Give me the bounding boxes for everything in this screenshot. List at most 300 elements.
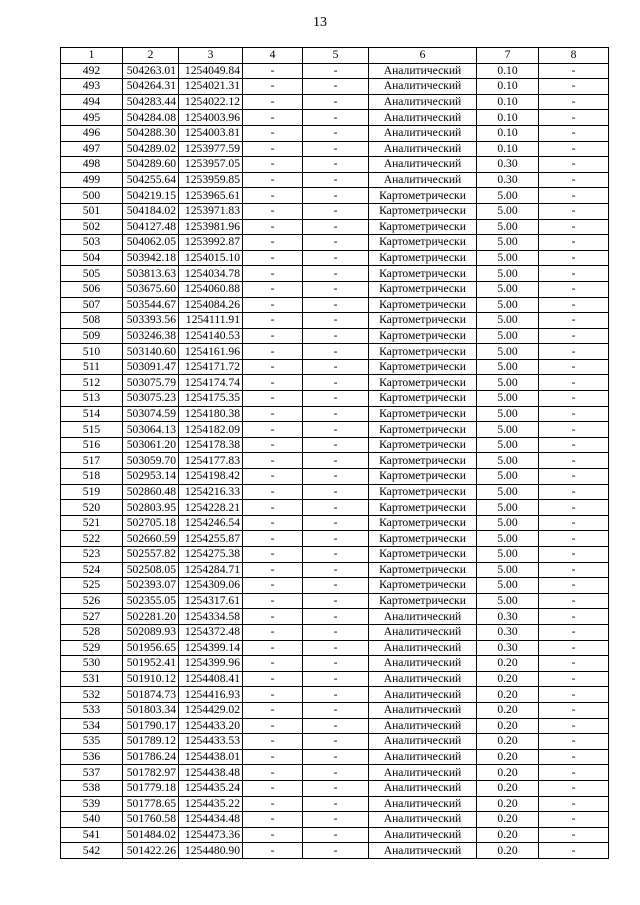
table-cell: 0.20 [477,812,539,828]
table-row [61,141,609,157]
table-cell: 501778.65 [123,796,179,812]
table-row [61,188,609,204]
table-cell: Аналитический [369,671,477,687]
table-cell: - [303,63,369,79]
header-cell: 8 [539,48,609,64]
table-cell: 503393.56 [123,313,179,329]
table-cell: 1254034.78 [179,266,243,282]
table-cell: 0.20 [477,718,539,734]
table-cell: - [243,437,303,453]
table-cell: 503813.63 [123,266,179,282]
table-cell: - [303,250,369,266]
table-cell: 523 [61,547,123,563]
table-cell: 502557.82 [123,547,179,563]
table-cell: 521 [61,515,123,531]
table-cell: 503059.70 [123,453,179,469]
header-cell: 5 [303,48,369,64]
table-cell: 504284.08 [123,110,179,126]
table-cell: 1254174.74 [179,375,243,391]
table-cell: - [539,765,609,781]
table-cell: 530 [61,656,123,672]
table-cell: 1254429.02 [179,702,243,718]
table-cell: 541 [61,827,123,843]
table-cell: 5.00 [477,203,539,219]
table-cell: 534 [61,718,123,734]
table-cell: 5.00 [477,453,539,469]
table-cell: Аналитический [369,640,477,656]
table-row [61,500,609,516]
table-cell: 0.20 [477,702,539,718]
table-cell: - [539,94,609,110]
table-cell: 0.20 [477,656,539,672]
table-cell: 511 [61,359,123,375]
table-cell: - [539,593,609,609]
table-cell: 5.00 [477,266,539,282]
table-cell: - [539,281,609,297]
table-cell: - [539,359,609,375]
table-cell: 0.30 [477,157,539,173]
table-cell: 1254438.48 [179,765,243,781]
table-cell: - [243,562,303,578]
table-cell: 510 [61,344,123,360]
table-cell: 1254171.72 [179,359,243,375]
table-cell: - [539,469,609,485]
table-cell: Картометрически [369,547,477,563]
table-cell: - [303,718,369,734]
table-cell: 504 [61,250,123,266]
table-cell: 0.30 [477,624,539,640]
table-cell: Картометрически [369,484,477,500]
table-cell: - [539,827,609,843]
table-cell: 1253981.96 [179,219,243,235]
table-cell: 524 [61,562,123,578]
table-cell: 501789.12 [123,734,179,750]
table-cell: - [303,203,369,219]
table-row [61,843,609,859]
table-cell: 0.10 [477,63,539,79]
table-cell: 537 [61,765,123,781]
table-cell: - [539,219,609,235]
table-cell: Аналитический [369,63,477,79]
table-cell: - [243,515,303,531]
table-cell: - [539,235,609,251]
table-cell: - [303,469,369,485]
table-cell: 509 [61,328,123,344]
table-cell: Картометрически [369,437,477,453]
table-cell: 535 [61,734,123,750]
table-cell: - [303,531,369,547]
table-cell: 1254473.36 [179,827,243,843]
table-row [61,63,609,79]
table-cell: Аналитический [369,79,477,95]
table-cell: 1254084.26 [179,297,243,313]
table-cell: Картометрически [369,500,477,516]
table-cell: 503064.13 [123,422,179,438]
table-cell: 500 [61,188,123,204]
table-cell: 1254435.22 [179,796,243,812]
table-row [61,624,609,640]
table-cell: 0.20 [477,734,539,750]
table-cell: 503140.60 [123,344,179,360]
table-cell: 0.10 [477,141,539,157]
table-cell: - [243,219,303,235]
table-row [61,391,609,407]
table-cell: - [303,609,369,625]
table-cell: - [243,702,303,718]
table-cell: - [303,765,369,781]
table-cell: 0.10 [477,110,539,126]
table-cell: - [243,235,303,251]
table-cell: - [539,562,609,578]
table-cell: Картометрически [369,562,477,578]
table-cell: 5.00 [477,515,539,531]
table-cell: - [539,328,609,344]
table-cell: - [303,422,369,438]
table-cell: 504283.44 [123,94,179,110]
table-cell: 502860.48 [123,484,179,500]
table-cell: 1254198.42 [179,469,243,485]
table-cell: 5.00 [477,578,539,594]
table-cell: 1254480.90 [179,843,243,859]
table-cell: - [243,266,303,282]
table-cell: 502393.07 [123,578,179,594]
table-row [61,687,609,703]
table-cell: 502803.95 [123,500,179,516]
table-cell: Картометрически [369,375,477,391]
table-cell: 515 [61,422,123,438]
table-cell: - [539,671,609,687]
table-cell: 1254161.96 [179,344,243,360]
table-cell: - [243,328,303,344]
table-cell: - [243,359,303,375]
table-cell: 538 [61,780,123,796]
table-cell: - [303,827,369,843]
table-cell: - [243,188,303,204]
table-cell: - [243,94,303,110]
table-cell: 504289.60 [123,157,179,173]
table-cell: - [303,624,369,640]
table-cell: 501803.34 [123,702,179,718]
table-cell: - [303,562,369,578]
table-cell: Аналитический [369,702,477,718]
table-row [61,219,609,235]
table-cell: 5.00 [477,235,539,251]
table-cell: - [539,79,609,95]
table-cell: 1254284.71 [179,562,243,578]
table-cell: 5.00 [477,219,539,235]
table-cell: - [243,110,303,126]
table-cell: 502089.93 [123,624,179,640]
table-cell: 0.20 [477,843,539,859]
table-cell: 1254435.24 [179,780,243,796]
table-row [61,547,609,563]
table-cell: 0.20 [477,671,539,687]
table-cell: - [303,172,369,188]
table-cell: Картометрически [369,203,477,219]
table-row [61,656,609,672]
table-cell: 1254060.88 [179,281,243,297]
table-cell: 504127.48 [123,219,179,235]
table-cell: - [539,749,609,765]
table-cell: Аналитический [369,125,477,141]
table-cell: - [539,843,609,859]
table-cell: 5.00 [477,375,539,391]
table-row [61,671,609,687]
table-cell: - [539,453,609,469]
table-cell: 1254111.91 [179,313,243,329]
table-cell: 501779.18 [123,780,179,796]
table-cell: Аналитический [369,609,477,625]
table-cell: 503 [61,235,123,251]
table-row [61,281,609,297]
table-cell: - [243,172,303,188]
table-row [61,469,609,485]
table-cell: Аналитический [369,656,477,672]
table-cell: Аналитический [369,687,477,703]
table-cell: 495 [61,110,123,126]
table-cell: 5.00 [477,250,539,266]
table-cell: 503675.60 [123,281,179,297]
table-cell: 5.00 [477,391,539,407]
table-cell: - [243,671,303,687]
table-cell: Картометрически [369,266,477,282]
table-cell: 496 [61,125,123,141]
table-cell: - [303,125,369,141]
table-cell: - [303,344,369,360]
table-row [61,110,609,126]
table-cell: Картометрически [369,281,477,297]
table-cell: - [539,344,609,360]
table-cell: 516 [61,437,123,453]
table-cell: 1254408.41 [179,671,243,687]
header-cell: 3 [179,48,243,64]
table-cell: - [539,203,609,219]
table-row [61,203,609,219]
table-cell: - [303,188,369,204]
table-cell: 504062.05 [123,235,179,251]
table-cell: Аналитический [369,94,477,110]
table-cell: Аналитический [369,749,477,765]
table-cell: 5.00 [477,344,539,360]
table-cell: 508 [61,313,123,329]
table-cell: 513 [61,391,123,407]
table-cell: 519 [61,484,123,500]
table-cell: 0.20 [477,687,539,703]
table-cell: 506 [61,281,123,297]
table-cell: - [303,281,369,297]
table-cell: 1254416.93 [179,687,243,703]
table-row [61,609,609,625]
table-cell: 503075.79 [123,375,179,391]
table-cell: Картометрически [369,578,477,594]
table-cell: 502 [61,219,123,235]
table-cell: 501786.24 [123,749,179,765]
table-cell: 501760.58 [123,812,179,828]
table-cell: - [539,609,609,625]
table-cell: 493 [61,79,123,95]
table-cell: - [539,578,609,594]
table-cell: 1254182.09 [179,422,243,438]
table-row [61,313,609,329]
table-cell: 0.20 [477,780,539,796]
table-cell: 1253977.59 [179,141,243,157]
table-cell: - [243,593,303,609]
table-cell: 1254317.61 [179,593,243,609]
table-cell: Аналитический [369,718,477,734]
table-cell: - [303,453,369,469]
table-cell: Картометрически [369,250,477,266]
table-cell: 5.00 [477,562,539,578]
table-cell: 1253971.83 [179,203,243,219]
table-cell: 528 [61,624,123,640]
table-cell: 0.20 [477,796,539,812]
table-cell: 1254180.38 [179,406,243,422]
table-row [61,125,609,141]
header-cell: 4 [243,48,303,64]
table-cell: - [539,500,609,516]
coordinates-table [60,47,609,859]
table-cell: - [243,453,303,469]
table-cell: - [243,313,303,329]
table-cell: - [539,391,609,407]
table-cell: 1254372.48 [179,624,243,640]
table-cell: - [303,313,369,329]
table-cell: 1254275.38 [179,547,243,563]
table-cell: Картометрически [369,515,477,531]
table-cell: Картометрически [369,531,477,547]
table-cell: - [303,687,369,703]
table-cell: - [243,656,303,672]
table-cell: 531 [61,671,123,687]
table-row [61,749,609,765]
table-cell: 520 [61,500,123,516]
table-row [61,562,609,578]
table-cell: - [539,110,609,126]
table-cell: - [243,780,303,796]
table-cell: - [539,313,609,329]
table-row [61,453,609,469]
table-cell: - [303,297,369,313]
table-cell: - [243,141,303,157]
table-cell: Картометрически [369,593,477,609]
table-cell: 1254140.53 [179,328,243,344]
table-cell: - [539,157,609,173]
table-cell: - [243,624,303,640]
table-cell: 503074.59 [123,406,179,422]
table-cell: 533 [61,702,123,718]
table-cell: 502355.05 [123,593,179,609]
table-cell: 504264.31 [123,79,179,95]
table-cell: - [243,250,303,266]
table-cell: Картометрически [369,313,477,329]
table-cell: - [539,796,609,812]
table-cell: 5.00 [477,469,539,485]
table-cell: 503061.20 [123,437,179,453]
table-body [61,63,609,858]
table-cell: 0.30 [477,640,539,656]
table-cell: 494 [61,94,123,110]
table-cell: 0.10 [477,79,539,95]
table-cell: 501790.17 [123,718,179,734]
table-cell: 1253959.85 [179,172,243,188]
table-cell: - [539,125,609,141]
table-row [61,780,609,796]
table-cell: 502953.14 [123,469,179,485]
table-cell: 1254433.53 [179,734,243,750]
page-number: 13 [313,15,327,30]
table-cell: 504288.30 [123,125,179,141]
table-cell: - [303,593,369,609]
table-row [61,266,609,282]
table-cell: - [303,219,369,235]
table-cell: 504255.64 [123,172,179,188]
table-cell: 1254015.10 [179,250,243,266]
table-cell: - [539,702,609,718]
table-cell: - [243,749,303,765]
table-cell: - [243,375,303,391]
table-cell: Аналитический [369,780,477,796]
table-cell: 1253965.61 [179,188,243,204]
table-cell: - [243,547,303,563]
table-cell: - [303,141,369,157]
table-cell: - [243,578,303,594]
table-cell: - [539,63,609,79]
table-cell: 501782.97 [123,765,179,781]
table-cell: - [303,437,369,453]
table-header-row [61,48,609,64]
table-cell: 1254399.96 [179,656,243,672]
table-cell: - [539,250,609,266]
table-cell: - [539,266,609,282]
table-row [61,328,609,344]
table-row [61,718,609,734]
table-cell: 507 [61,297,123,313]
table-cell: - [539,718,609,734]
table-cell: 518 [61,469,123,485]
table-cell: - [303,671,369,687]
table-cell: 1253992.87 [179,235,243,251]
table-cell: - [539,812,609,828]
table-cell: 497 [61,141,123,157]
table-cell: - [539,515,609,531]
table-cell: - [243,484,303,500]
table-cell: 1254216.33 [179,484,243,500]
table-cell: 1254049.84 [179,63,243,79]
table-cell: 504263.01 [123,63,179,79]
table-cell: 1254021.31 [179,79,243,95]
table-cell: - [539,375,609,391]
table-cell: 526 [61,593,123,609]
table-cell: - [539,734,609,750]
table-cell: 501484.02 [123,827,179,843]
table-cell: - [539,547,609,563]
table-cell: 502281.20 [123,609,179,625]
table-cell: - [243,406,303,422]
table-cell: - [243,843,303,859]
table-cell: 1254022.12 [179,94,243,110]
table-cell: 5.00 [477,328,539,344]
table-cell: - [303,406,369,422]
table-cell: 501874.73 [123,687,179,703]
table-cell: 1254178.38 [179,437,243,453]
table-cell: 501956.65 [123,640,179,656]
table-cell: 502508.05 [123,562,179,578]
table-cell: 536 [61,749,123,765]
table-cell: 501910.12 [123,671,179,687]
table-cell: - [243,203,303,219]
table-cell: - [303,749,369,765]
table-cell: - [303,359,369,375]
